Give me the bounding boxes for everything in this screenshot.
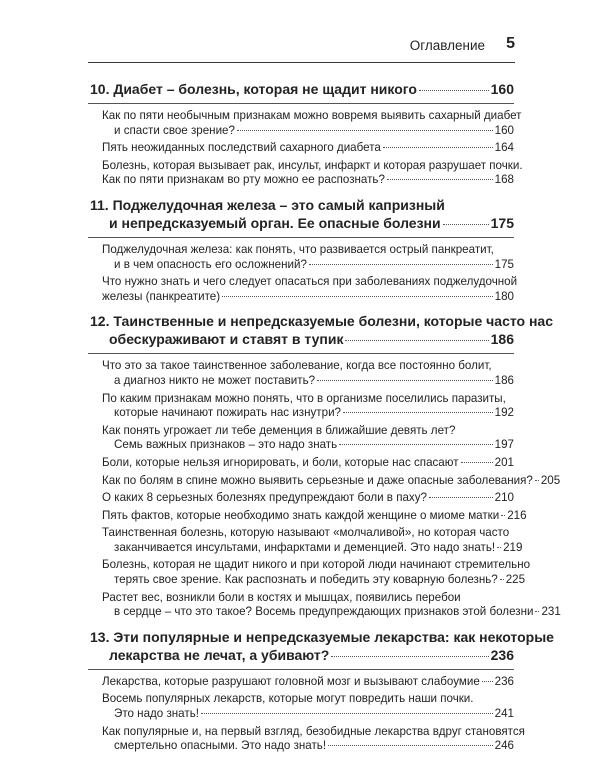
entry-text: Семь важных признаков – это надо знать: [114, 438, 338, 452]
dot-leader: [501, 515, 505, 516]
dot-leader: [345, 340, 488, 341]
dot-leader: [317, 380, 493, 381]
chapter-page: 160: [490, 81, 514, 97]
entry-text: Как по пяти признакам во рту можно ее распознать?: [102, 173, 385, 187]
chapter-entries: [88, 670, 525, 758]
entry-page: 175: [494, 257, 514, 271]
dot-leader: [328, 745, 493, 746]
chapter-entries: [88, 354, 561, 624]
dot-leader: [201, 713, 493, 714]
toc-entry[interactable]: [88, 357, 514, 389]
entry-text: которые начинают пожирать нас изнутри?: [114, 406, 341, 420]
entry-page: 197: [494, 438, 514, 452]
chapter-title: 11. Поджелудочная железа – это самый капризный: [90, 196, 445, 213]
toc-entry[interactable]: [88, 589, 561, 621]
chapter-page: 236: [490, 646, 514, 663]
dot-leader: [419, 90, 489, 91]
dot-leader: [387, 179, 493, 180]
entry-text: Лекарства, которые разрушают головной мозг и вызывают слабоумие: [102, 674, 480, 688]
toc-entry[interactable]: [88, 107, 522, 139]
chapter-heading[interactable]: [88, 76, 514, 104]
chapter-title: обескураживают и ставят в тупик: [109, 331, 344, 348]
chapter-heading[interactable]: [88, 624, 554, 670]
chapter-title: лекарства не лечат, а убивают?: [109, 646, 330, 663]
chapter-title: и непредсказуемый орган. Ее опасные болезни: [109, 214, 441, 231]
entry-page: 219: [503, 540, 523, 554]
entry-page: 225: [505, 573, 526, 587]
chapter-page: 175: [490, 214, 514, 231]
chapter-heading[interactable]: [88, 192, 514, 238]
toc-entry[interactable]: [88, 454, 514, 472]
dot-leader: [535, 480, 539, 481]
entry-page: 160: [494, 123, 514, 137]
dot-leader: [237, 130, 493, 131]
entry-text: и спасти свое зрение?: [114, 123, 235, 137]
entry-text: Восемь популярных лекарств, которые могут повредить наши почки.: [102, 692, 474, 706]
entry-text: Поджелудочная железа: как понять, что развивается острый панкреатит,: [102, 242, 494, 256]
entry-text: Как по пяти необычным признакам можно вовремя выявить сахарный диабет: [102, 109, 522, 122]
dot-leader: [461, 462, 493, 463]
toc-entry[interactable]: [88, 690, 514, 722]
dot-leader: [222, 296, 493, 297]
running-header: [88, 30, 515, 63]
chapter-entries: [88, 238, 518, 308]
entry-text: смертельно опасными. Это надо знать!: [114, 739, 327, 753]
entry-text: Как популярные и, на первый взгляд, безобидные лекарства вдруг становятся: [102, 724, 525, 738]
header-title: Оглавление: [409, 38, 485, 53]
chapter-entries: [88, 104, 523, 192]
dot-leader: [535, 611, 539, 612]
entry-page: 241: [494, 707, 514, 721]
toc-entry[interactable]: [88, 241, 514, 273]
entry-page: 168: [494, 173, 514, 187]
entry-text: железы (панкреатите): [102, 289, 221, 303]
entry-text: Боли, которые нельзя игнорировать, и боли, которые нас спасают: [102, 455, 459, 469]
entry-text: Что нужно знать и чего следует опасаться при заболеваниях поджелудочной: [102, 275, 518, 289]
entry-text: терять свое зрение. Как распознать и победить эту коварную болезнь?: [114, 573, 498, 587]
toc-entry[interactable]: [88, 673, 514, 691]
entry-text: Как понять угрожает ли тебе деменция в ближайшие девять лет?: [102, 423, 456, 437]
table-of-contents: [88, 74, 561, 758]
toc-entry[interactable]: [88, 273, 518, 305]
entry-text: Что это за такое таинственное заболевание, когда все постоянно болит,: [102, 359, 492, 373]
dot-leader: [383, 147, 493, 148]
dot-leader: [497, 547, 501, 548]
entry-page: 164: [494, 141, 514, 155]
chapter-title: 10. Диабет – болезнь, которая не щадит никого: [90, 81, 417, 97]
toc-entry[interactable]: [88, 524, 523, 556]
toc-entry[interactable]: [88, 472, 561, 490]
dot-leader: [482, 681, 493, 682]
entry-text: О каких 8 серьезных болезнях предупреждают боли в паху?: [102, 491, 427, 505]
entry-page: 186: [494, 373, 514, 387]
dot-leader: [331, 656, 488, 657]
entry-page: 216: [507, 508, 527, 522]
toc-entry[interactable]: [88, 422, 514, 454]
entry-page: 236: [494, 674, 514, 688]
entry-text: Пять неожиданных последствий сахарного диабета: [102, 141, 381, 155]
dot-leader: [500, 579, 504, 580]
entry-text: Болезнь, которая вызывает рак, инсульт, инфаркт и которая разрушает почки.: [102, 158, 523, 172]
toc-entry[interactable]: [88, 139, 514, 157]
entry-text: Болезнь, которая не щадит никого и при которой люди начинают стремительно: [102, 558, 531, 572]
entry-page: 246: [494, 739, 514, 753]
entry-page: 231: [541, 605, 561, 619]
entry-text: Таинственная болезнь, которую называют «молчаливой», но которая часто: [102, 526, 510, 540]
chapter-title: 13. Эти популярные и непредсказуемые лекарства: как некоторые: [90, 628, 554, 645]
entry-text: Растет вес, возникли боли в костях и мышцах, появились перебои: [102, 590, 461, 604]
entry-text: а диагноз никто не может поставить?: [114, 373, 316, 387]
entry-text: и в чем опасность его осложнений?: [114, 257, 307, 271]
entry-page: 192: [494, 406, 514, 420]
entry-text: Это надо знать!: [114, 707, 199, 721]
dot-leader: [339, 444, 492, 445]
toc-entry[interactable]: [88, 507, 527, 525]
entry-text: Как по болям в спине можно выявить серьезные и даже опасные заболевания?: [102, 473, 533, 487]
page-number: 5: [506, 35, 515, 52]
chapter-page: 186: [490, 331, 514, 348]
entry-page: 201: [494, 455, 514, 469]
chapter-title: 12. Таинственные и непредсказуемые болезни, которые часто нас: [90, 313, 554, 330]
entry-text: По каким признакам можно понять, что в организме поселились паразиты,: [102, 391, 506, 405]
entry-page: 180: [494, 289, 514, 303]
entry-text: в сердце – что это такое? Восемь предупреждающих признаков этой болезни: [114, 605, 534, 619]
dot-leader: [309, 264, 493, 265]
toc-entry[interactable]: [88, 556, 531, 588]
chapter-heading[interactable]: [88, 308, 554, 354]
toc-entry[interactable]: [88, 489, 514, 507]
entry-text: заканчивается инсультами, инфарктами и деменцией. Это надо знать!: [114, 540, 496, 554]
entry-page: 205: [540, 473, 561, 487]
dot-leader: [429, 497, 493, 498]
entry-text: Пять фактов, которые необходимо знать каждой женщине о миоме матки: [102, 508, 500, 522]
dot-leader: [443, 224, 489, 225]
dot-leader: [343, 412, 493, 413]
toc-entry[interactable]: [88, 390, 514, 422]
toc-entry[interactable]: [88, 157, 523, 189]
entry-page: 210: [494, 491, 514, 505]
